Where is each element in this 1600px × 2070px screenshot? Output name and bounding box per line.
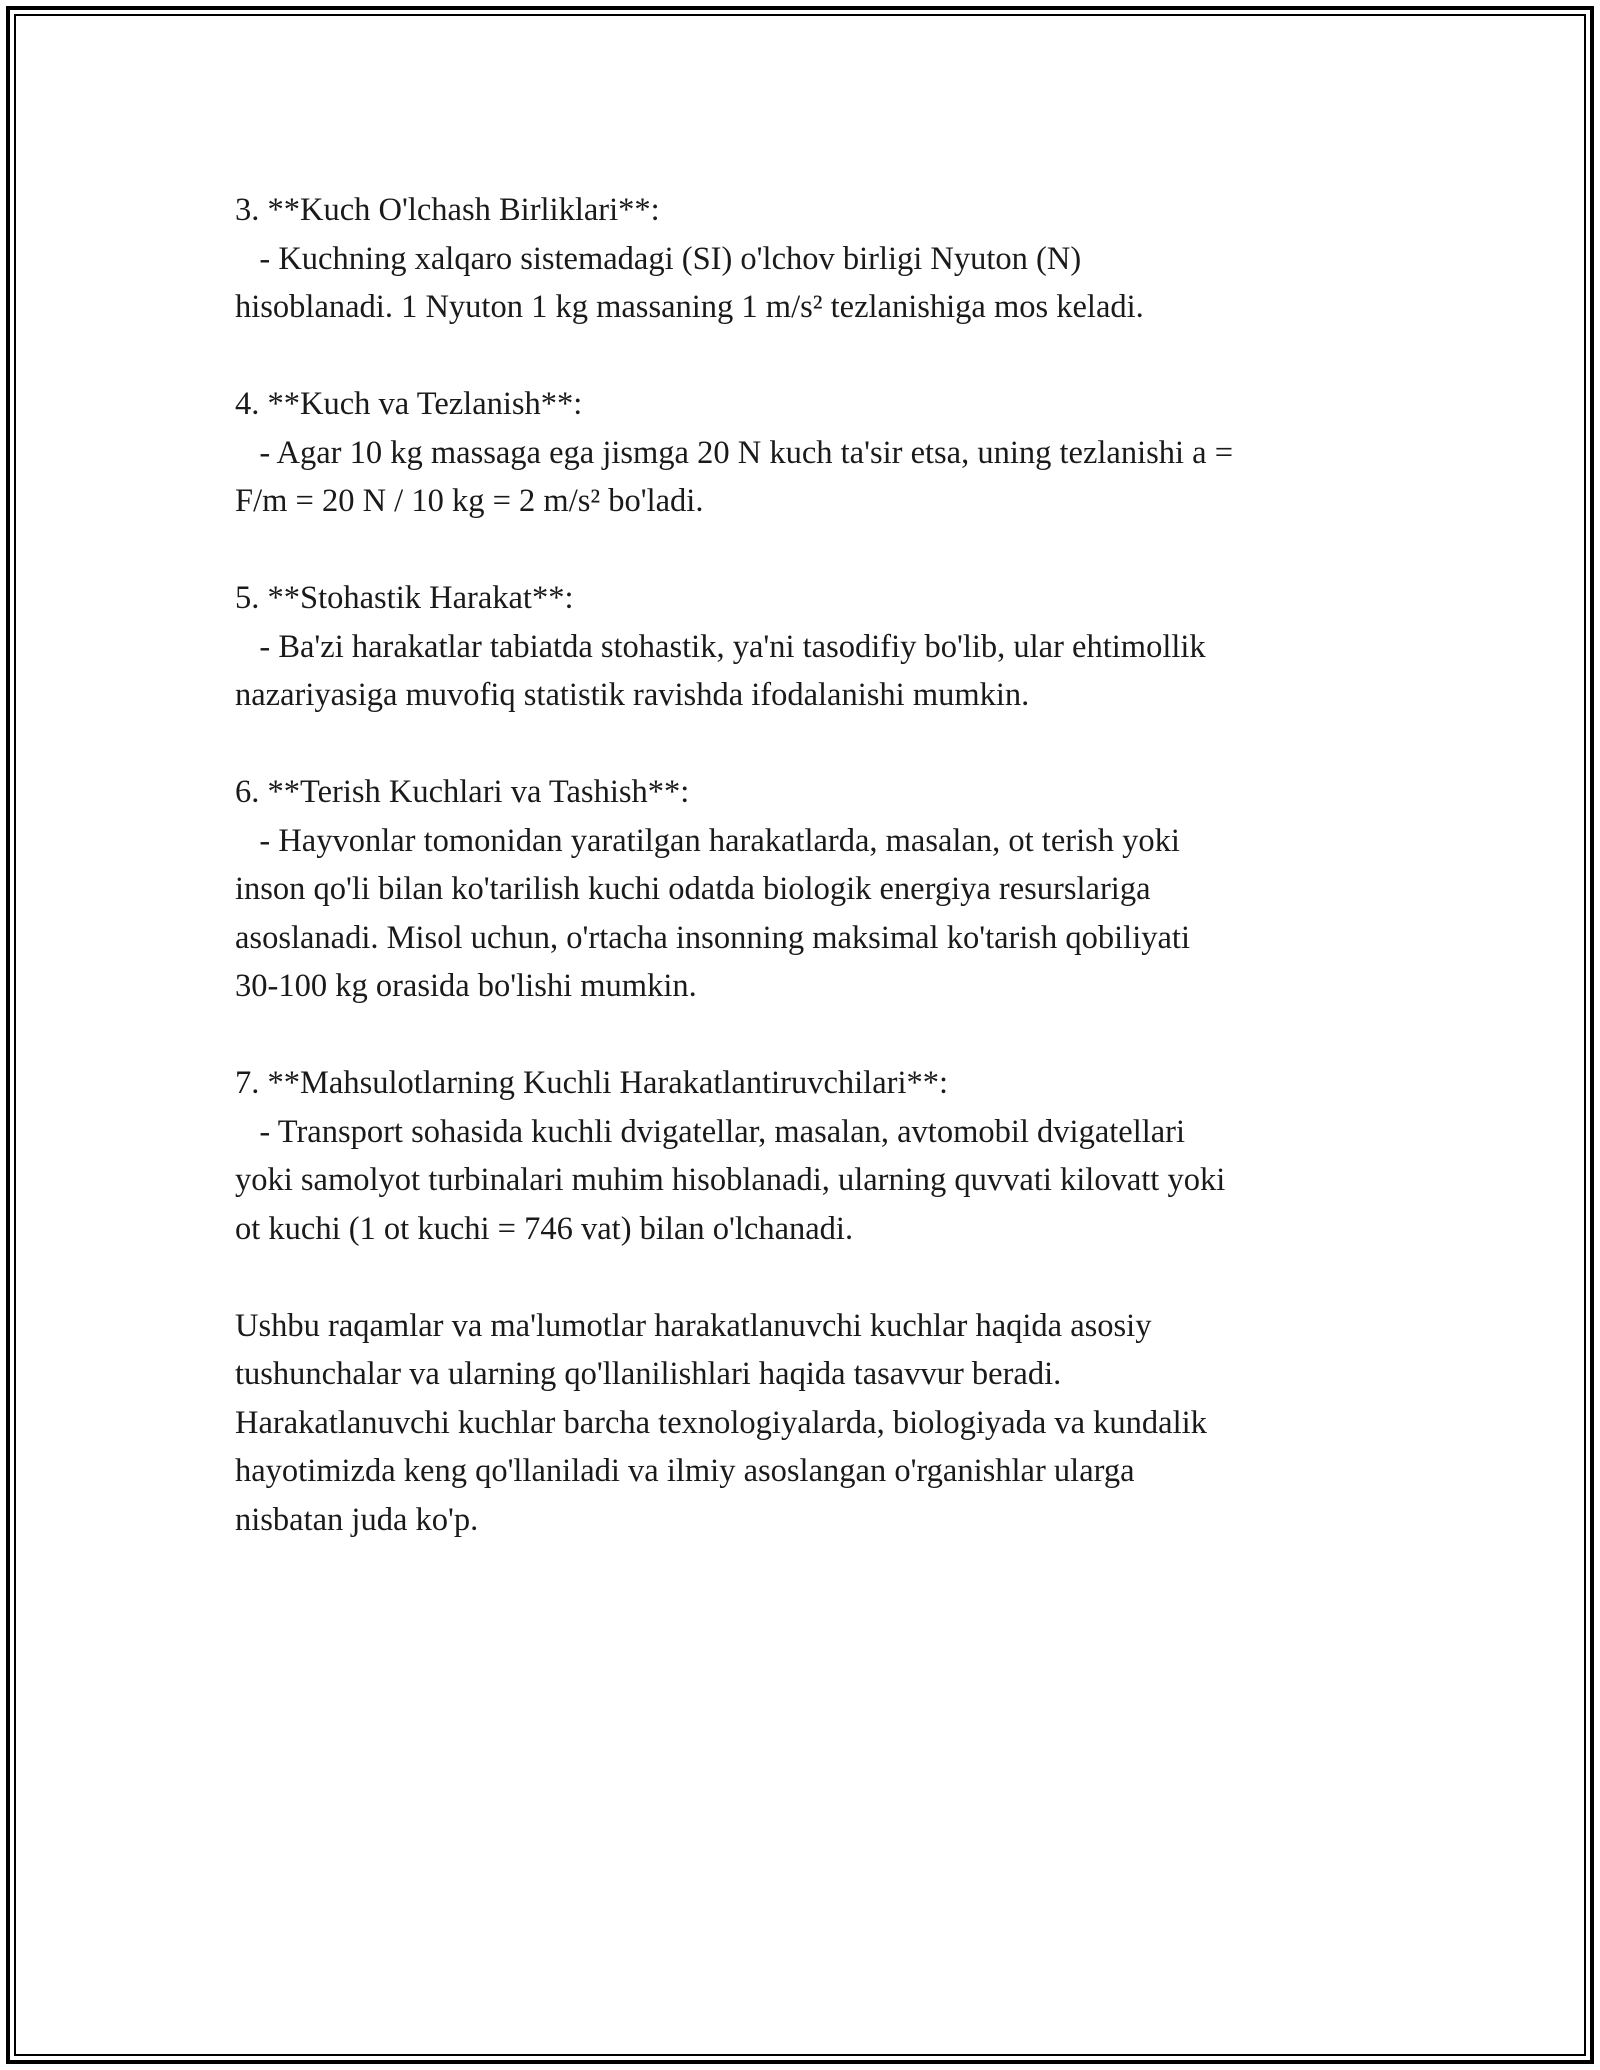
section-3 xyxy=(235,186,1375,332)
conclusion-text: Ushbu raqamlar va ma'lumotlar harakatlanuvchi kuchlar haqida asosiy tushunchalar va ularning qo'llanilishlari haqida tasavvur beradi. Harakatlanuvchi kuchlar barcha texnologiyalarda, biologiyada va kundalik hayotimizda keng qo'llaniladi va ilmiy asoslangan o'rganishlar ularga nisbatan juda ko'p. xyxy=(235,1307,1207,1538)
section-text: - Agar 10 kg massaga ega jismga 20 N kuch ta'sir etsa, uning tezlanishi a = F/m = 20 N / 10 kg = 2 m/s² bo'ladi. xyxy=(235,434,1234,519)
section-heading: 6. **Terish Kuchlari va Tashish**: xyxy=(235,774,690,810)
section-heading: 5. **Stohastik Harakat**: xyxy=(235,580,574,616)
section-text: - Transport sohasida kuchli dvigatellar, masalan, avtomobil dvigatellari yoki samolyot turbinalari muhim hisoblanadi, ularning quvvati kilovatt yoki ot kuchi (1 ot kuchi = 746 vat) bilan o'lchanadi. xyxy=(235,1113,1226,1247)
section-4 xyxy=(235,380,1375,526)
section-text: - Kuchning xalqaro sistemadagi (SI) o'lchov birligi Nyuton (N) hisoblanadi. 1 Nyuton 1 kg massaning 1 m/s² tezlanishiga mos keladi. xyxy=(235,240,1144,325)
section-heading: 4. **Kuch va Tezlanish**: xyxy=(235,386,583,422)
section-heading: 3. **Kuch O'lchash Birliklari**: xyxy=(235,192,660,228)
section-6 xyxy=(235,768,1375,1011)
conclusion-paragraph xyxy=(235,1302,1375,1545)
section-heading: 7. **Mahsulotlarning Kuchli Harakatlantiruvchilari**: xyxy=(235,1065,949,1101)
section-5 xyxy=(235,574,1375,720)
section-7 xyxy=(235,1059,1375,1253)
section-text: - Ba'zi harakatlar tabiatda stohastik, ya'ni tasodifiy bo'lib, ular ehtimollik nazariyasiga muvofiq statistik ravishda ifodalanishi mumkin. xyxy=(235,628,1206,713)
document-body xyxy=(235,186,1375,1593)
section-text: - Hayvonlar tomonidan yaratilgan harakatlarda, masalan, ot terish yoki inson qo'li bilan ko'tarilish kuchi odatda biologik energiya resurslariga asoslanadi. Misol uchun, o'rtacha insonning maksimal ko'tarish qobiliyati 30-100 kg orasida bo'lishi mumkin. xyxy=(235,822,1190,1004)
